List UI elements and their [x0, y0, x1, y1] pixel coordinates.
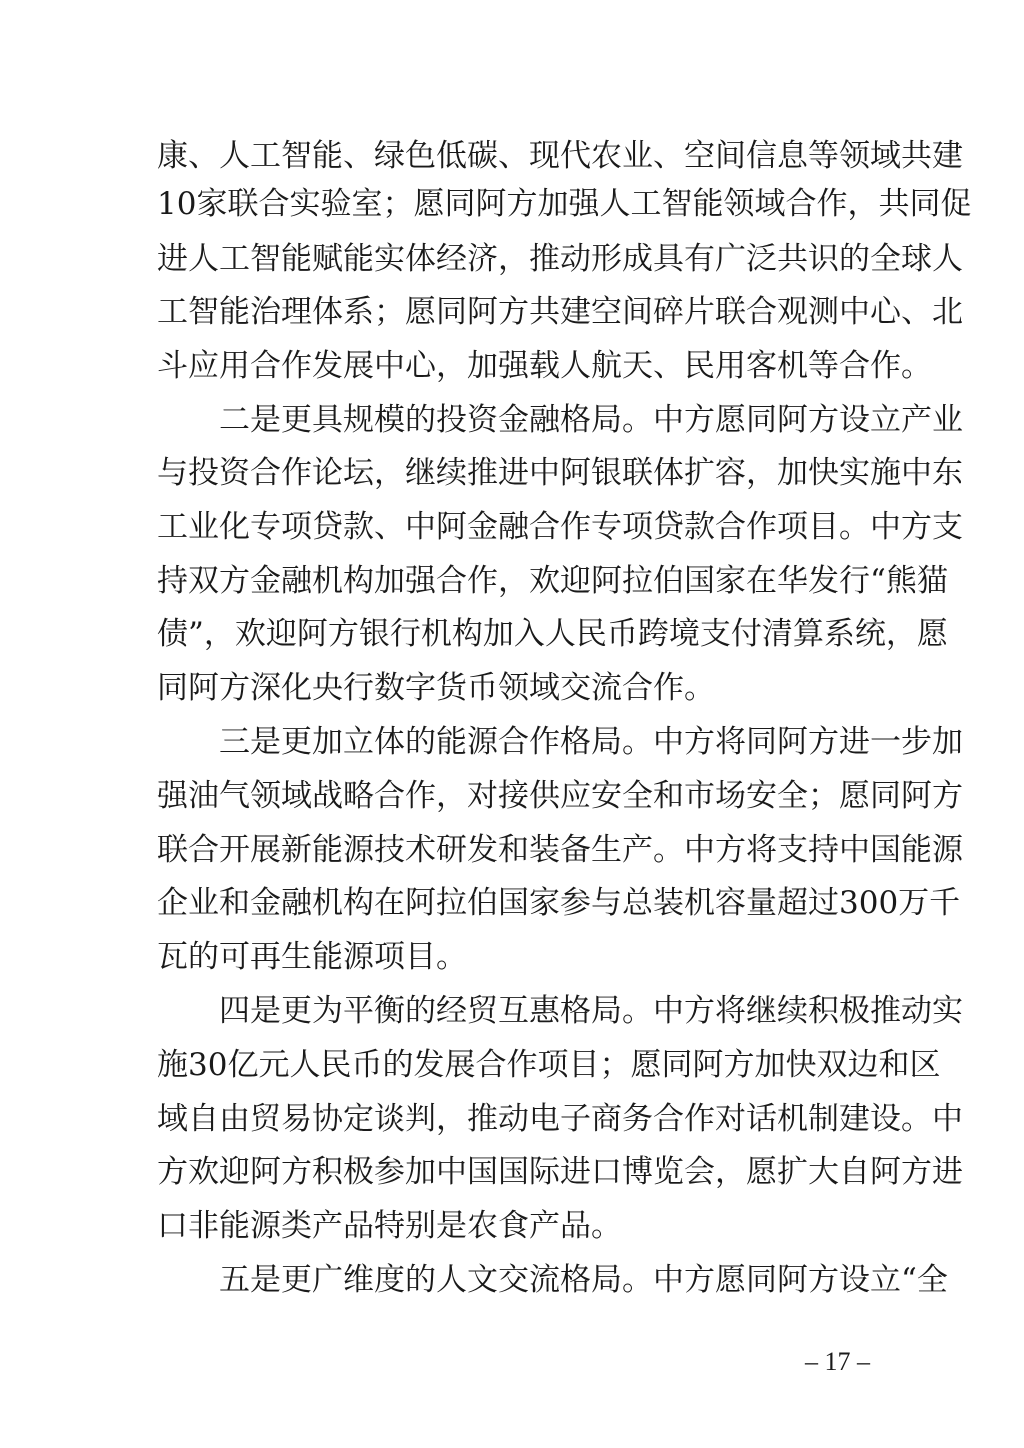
text-line: 强油气领域战略合作，对接供应安全和市场安全；愿同阿方	[157, 778, 963, 814]
text-line: 瓦的可再生能源项目。	[157, 939, 467, 975]
text-line: 同阿方深化央行数字货币领域交流合作。	[157, 670, 715, 706]
text-line: 工业化专项贷款、中阿金融合作专项贷款合作项目。中方支	[157, 509, 963, 545]
text-line: 10家联合实验室；愿同阿方加强人工智能领域合作，共同促	[157, 186, 972, 222]
text-line: 口非能源类产品特别是农食产品。	[157, 1208, 622, 1244]
text-line: 企业和金融机构在阿拉伯国家参与总装机容量超过300万千	[157, 885, 961, 921]
text-line: 债”，欢迎阿方银行机构加入人民币跨境支付清算系统，愿	[157, 616, 948, 652]
text-line: 方欢迎阿方积极参加中国国际进口博览会，愿扩大自阿方进	[157, 1154, 963, 1190]
text-line: 康、人工智能、绿色低碳、现代农业、空间信息等领域共建	[157, 138, 963, 174]
text-line: 联合开展新能源技术研发和装备生产。中方将支持中国能源	[157, 832, 963, 868]
text-line: 施30亿元人民币的发展合作项目；愿同阿方加快双边和区	[157, 1047, 941, 1083]
text-line: 工智能治理体系；愿同阿方共建空间碎片联合观测中心、北	[157, 294, 963, 330]
text-line: 二是更具规模的投资金融格局。中方愿同阿方设立产业	[157, 402, 963, 438]
text-line: 持双方金融机构加强合作，欢迎阿拉伯国家在华发行“熊猫	[157, 563, 948, 599]
text-line: 四是更为平衡的经贸互惠格局。中方将继续积极推动实	[157, 993, 963, 1029]
text-line: 斗应用合作发展中心，加强载人航天、民用客机等合作。	[157, 348, 932, 384]
text-line: 五是更广维度的人文交流格局。中方愿同阿方设立“全	[157, 1262, 948, 1298]
text-line: 域自由贸易协定谈判，推动电子商务合作对话机制建设。中	[157, 1101, 963, 1137]
page-number: – 17 –	[805, 1347, 870, 1376]
text-line: 与投资合作论坛，继续推进中阿银联体扩容，加快实施中东	[157, 455, 963, 491]
text-line: 进人工智能赋能实体经济，推动形成具有广泛共识的全球人	[157, 241, 963, 277]
text-line: 三是更加立体的能源合作格局。中方将同阿方进一步加	[157, 724, 963, 760]
